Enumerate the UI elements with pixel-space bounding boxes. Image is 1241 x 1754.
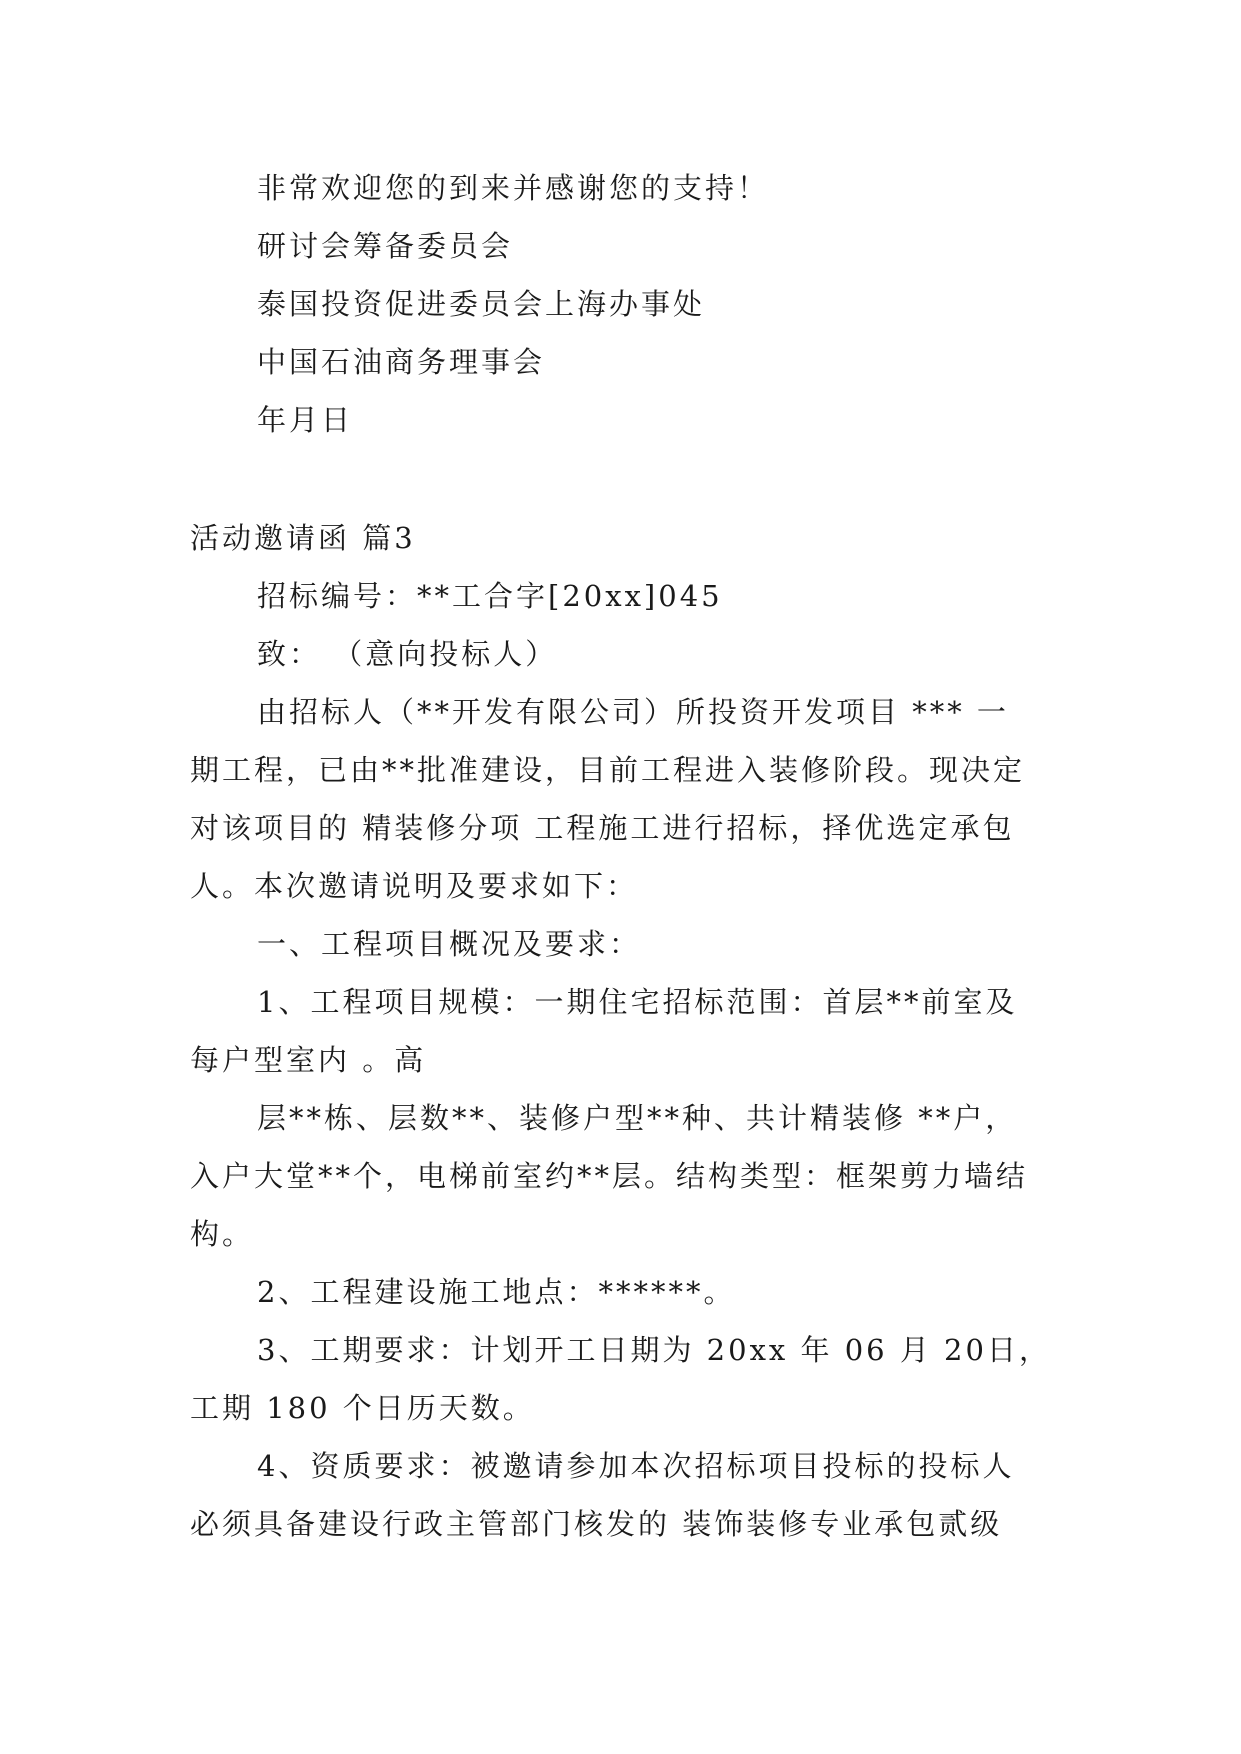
paragraph-line: 工期 180 个日历天数。 xyxy=(190,1391,535,1425)
paragraph-line: 构。 xyxy=(190,1217,255,1251)
closing-thanks: 非常欢迎您的到来并感谢您的支持！ xyxy=(257,171,770,205)
section-title: 活动邀请函 篇3 xyxy=(190,521,416,555)
paragraph-line: 4、资质要求：被邀请参加本次招标项目投标的投标人 xyxy=(257,1449,1015,1483)
closing-org-3: 中国石油商务理事会 xyxy=(257,345,546,379)
paragraph-line: 2、工程建设施工地点：******。 xyxy=(257,1275,736,1309)
closing-date: 年月日 xyxy=(257,403,354,437)
paragraph-line: 致： （意向投标人） xyxy=(257,637,558,671)
closing-org-2: 泰国投资促进委员会上海办事处 xyxy=(257,287,706,321)
paragraph-line: 一、工程项目概况及要求： xyxy=(257,927,642,961)
paragraph-line: 人。本次邀请说明及要求如下： xyxy=(190,869,639,903)
paragraph-line: 对该项目的 精装修分项 工程施工进行招标，择优选定承包 xyxy=(190,811,1015,845)
paragraph-line: 层**栋、层数**、装修户型**种、共计精装修 **户， xyxy=(257,1101,1018,1135)
paragraph-line: 期工程，已由**批准建设，目前工程进入装修阶段。现决定 xyxy=(190,753,1026,787)
paragraph-line: 由招标人（**开发有限公司）所投资开发项目 *** 一 xyxy=(257,695,1009,729)
paragraph-line: 入户大堂**个，电梯前室约**层。结构类型：框架剪力墙结 xyxy=(190,1159,1029,1193)
closing-org-1: 研讨会筹备委员会 xyxy=(257,229,514,263)
paragraph-line: 3、工期要求：计划开工日期为 20xx 年 06 月 20日， xyxy=(257,1333,1051,1367)
paragraph-line: 1、工程项目规模：一期住宅招标范围：首层**前室及 xyxy=(257,985,1018,1019)
paragraph-line: 每户型室内 。高 xyxy=(190,1043,427,1077)
paragraph-line: 必须具备建设行政主管部门核发的 装饰装修专业承包贰级 xyxy=(190,1507,1003,1541)
paragraph-line: 招标编号：**工合字[20xx]045 xyxy=(257,579,723,613)
